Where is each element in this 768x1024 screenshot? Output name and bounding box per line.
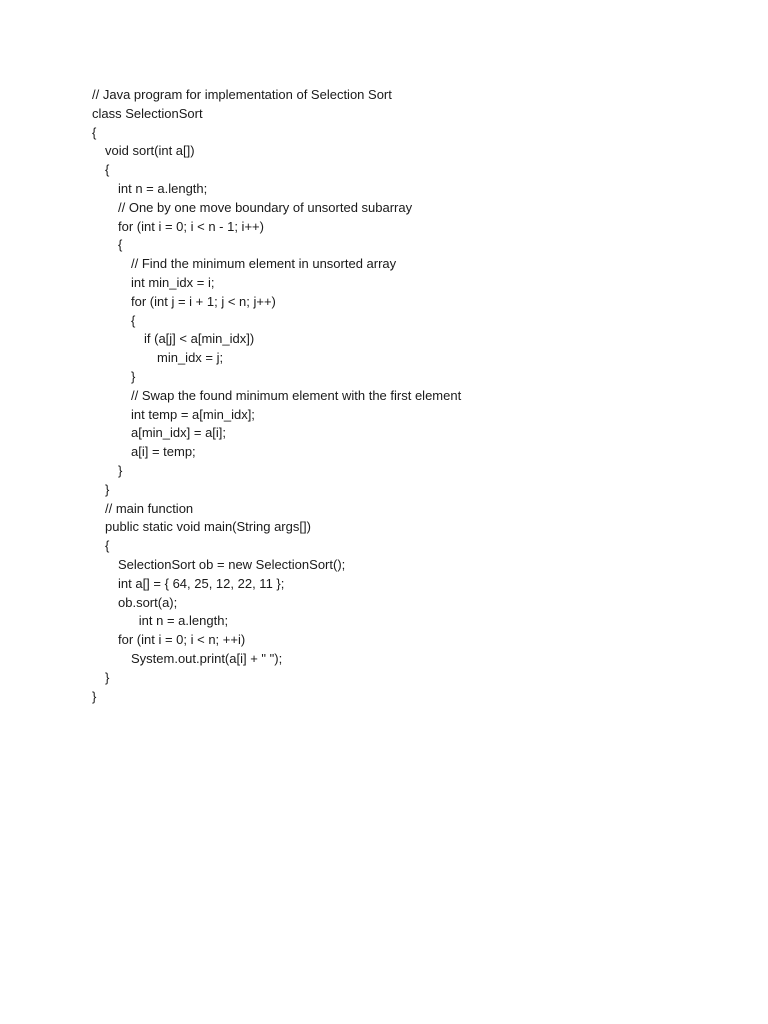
code-line: int n = a.length; [138, 613, 229, 629]
code-line: a[min_idx] = a[i]; [131, 425, 227, 441]
code-line: SelectionSort ob = new SelectionSort(); [118, 556, 346, 572]
code-line: if (a[j] < a[min_idx]) [144, 331, 255, 347]
code-line: for (int i = 0; i < n; ++i) [118, 632, 246, 648]
code-line: System.out.print(a[i] + " "); [131, 650, 283, 666]
code-line: } [105, 669, 110, 685]
code-line: { [131, 312, 136, 328]
code-line: } [131, 368, 136, 384]
code-line: int min_idx = i; [131, 274, 215, 290]
code-line: // Find the minimum element in unsorted array [131, 256, 397, 272]
code-line: void sort(int a[]) [105, 143, 195, 159]
code-line: public static void main(String args[]) [105, 519, 311, 535]
code-line: int a[] = { 64, 25, 12, 22, 11 }; [118, 575, 285, 591]
code-line: for (int i = 0; i < n - 1; i++) [118, 218, 264, 234]
code-line: class SelectionSort [92, 105, 203, 121]
code-line: a[i] = temp; [131, 444, 196, 460]
code-line: // Java program for implementation of Selection Sort [92, 87, 392, 102]
code-line: } [105, 481, 110, 497]
code-line: int temp = a[min_idx]; [131, 406, 255, 422]
code-line: { [92, 124, 97, 140]
code-line: ob.sort(a); [118, 594, 178, 610]
code-line: // Swap the found minimum element with the first element [131, 387, 462, 403]
code-line: } [92, 688, 97, 704]
code-block [92, 86, 732, 706]
code-line: { [105, 162, 110, 178]
code-line: // One by one move boundary of unsorted subarray [118, 199, 413, 215]
code-line: { [105, 538, 110, 554]
code-line: // main function [105, 500, 194, 516]
code-line: } [118, 462, 123, 478]
code-line: int n = a.length; [118, 180, 208, 196]
code-line: min_idx = j; [157, 350, 224, 366]
code-line: { [118, 237, 123, 253]
code-line: for (int j = i + 1; j < n; j++) [131, 293, 276, 309]
